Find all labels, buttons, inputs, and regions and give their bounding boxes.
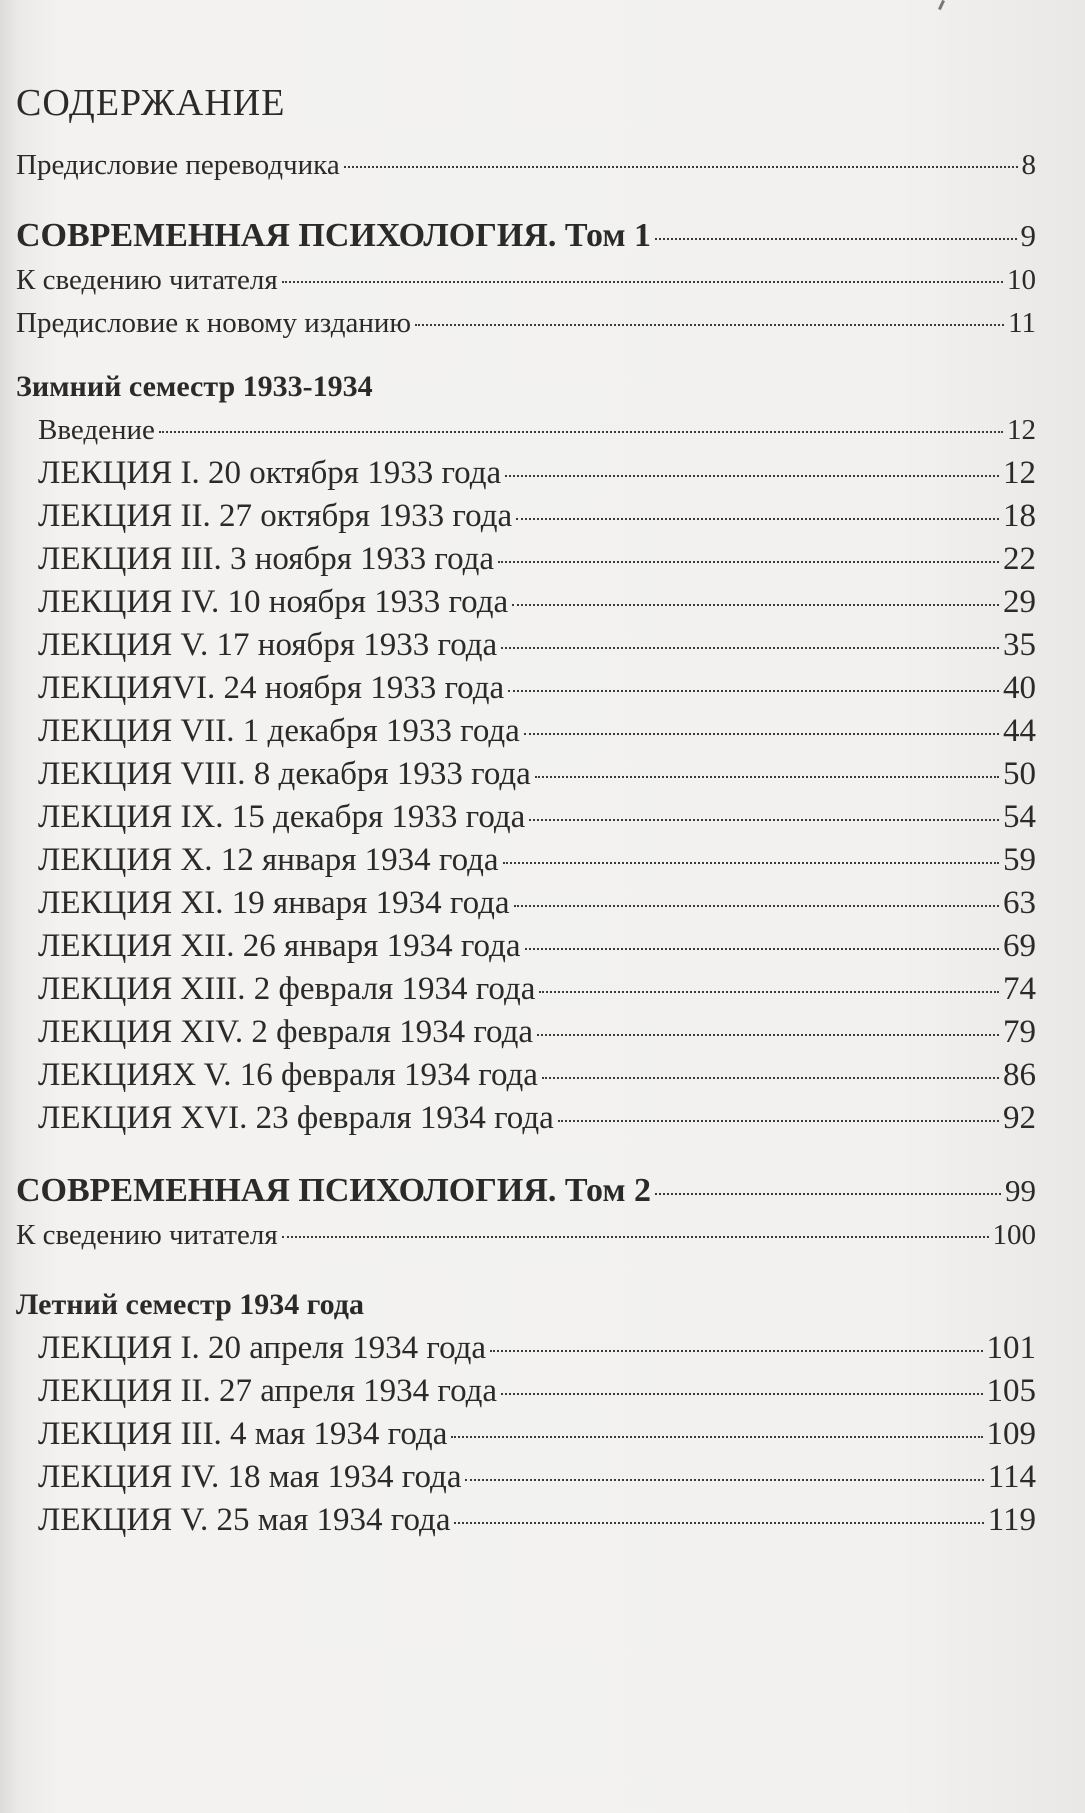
toc-entry-page: 114 <box>987 1459 1036 1495</box>
toc-entry-preface <box>16 144 1036 187</box>
toc-entry-lecture <box>16 1327 1036 1370</box>
dot-leader <box>514 905 999 907</box>
dot-leader <box>415 324 1004 326</box>
toc-entry-page: 35 <box>1003 627 1036 663</box>
toc-entry-label: ЛЕКЦИЯ X. 12 января 1934 года <box>38 842 499 878</box>
toc-entry-page: 100 <box>992 1219 1036 1251</box>
toc-entry-page: 63 <box>1003 885 1036 921</box>
dot-leader <box>525 948 999 950</box>
toc-entry-page: 18 <box>1003 498 1036 534</box>
toc-entry <box>16 1214 1036 1257</box>
dot-leader <box>529 819 999 821</box>
toc-entry-label: ЛЕКЦИЯ I. 20 октября 1933 года <box>38 455 502 491</box>
toc-entry-label: Предисловие к новому изданию <box>16 307 412 339</box>
toc-entry-label: ЛЕКЦИЯ XVI. 23 февраля 1934 года <box>38 1100 554 1136</box>
toc-entry-label: ЛЕКЦИЯX V. 16 февраля 1934 года <box>38 1057 538 1093</box>
toc-entry-lecture <box>16 882 1036 925</box>
toc-entry-lecture <box>16 1413 1036 1456</box>
toc-title: СОДЕРЖАНИЕ <box>16 82 286 124</box>
toc-entry-lecture <box>16 667 1036 710</box>
dot-leader <box>535 776 999 778</box>
dot-leader <box>505 475 999 477</box>
toc-entry-lecture <box>16 1097 1036 1140</box>
toc-entry-lecture <box>16 452 1036 495</box>
toc-part-volume-1 <box>16 213 1036 259</box>
dot-leader <box>512 604 999 606</box>
dot-leader <box>454 1522 983 1524</box>
dot-leader <box>524 733 999 735</box>
toc-entry-lecture <box>16 624 1036 667</box>
toc-entry <box>16 259 1036 302</box>
dot-leader <box>501 647 999 649</box>
toc-entry-page: 54 <box>1003 799 1036 835</box>
toc-entry-lecture <box>16 1011 1036 1054</box>
toc-entry-page: 8 <box>1021 149 1036 181</box>
toc-entry-lecture <box>16 538 1036 581</box>
toc-entry-lecture <box>16 925 1036 968</box>
toc-entry-label: Введение <box>38 414 155 446</box>
toc-part-label: СОВРЕМЕННАЯ ПСИХОЛОГИЯ. Том 1 <box>16 217 651 254</box>
toc-entry-label: ЛЕКЦИЯVI. 24 ноября 1933 года <box>38 670 505 706</box>
dot-leader <box>490 1350 982 1352</box>
dot-leader <box>537 1034 999 1036</box>
toc-entry-lecture <box>16 1054 1036 1097</box>
toc-entry-introduction <box>16 409 1036 452</box>
toc-entry-label: ЛЕКЦИЯ II. 27 апреля 1934 года <box>38 1373 498 1409</box>
toc-part-label: СОВРЕМЕННАЯ ПСИХОЛОГИЯ. Том 2 <box>16 1172 651 1209</box>
toc-entry-page: 105 <box>986 1373 1036 1409</box>
table-of-contents <box>16 78 1036 1542</box>
toc-entry-label: ЛЕКЦИЯ VIII. 8 декабря 1933 года <box>38 756 531 792</box>
toc-entry-page: 11 <box>1008 307 1036 339</box>
dot-leader <box>282 1236 989 1238</box>
toc-entry-page: 44 <box>1003 713 1036 749</box>
dot-leader <box>539 991 999 993</box>
toc-entry-page: 86 <box>1003 1057 1036 1093</box>
dot-leader <box>501 1393 982 1395</box>
dot-leader <box>159 431 1003 433</box>
toc-entry-lecture <box>16 968 1036 1011</box>
toc-entry-page: 101 <box>986 1330 1036 1366</box>
toc-entry-label: ЛЕКЦИЯ IX. 15 декабря 1933 года <box>38 799 526 835</box>
toc-entry-label: ЛЕКЦИЯ III. 3 ноября 1933 года <box>38 541 495 577</box>
toc-entry-lecture <box>16 1499 1036 1542</box>
toc-entry-page: 59 <box>1003 842 1036 878</box>
toc-part-page: 9 <box>1020 218 1036 253</box>
toc-entry <box>16 302 1036 345</box>
toc-entry-page: 12 <box>1003 455 1036 491</box>
toc-entry-label: ЛЕКЦИЯ I. 20 апреля 1934 года <box>38 1330 487 1366</box>
dot-leader <box>503 862 999 864</box>
toc-part-volume-2 <box>16 1168 1036 1214</box>
toc-entry-page: 79 <box>1003 1014 1036 1050</box>
dot-leader <box>282 281 1003 283</box>
toc-entry-page: 12 <box>1007 414 1036 446</box>
toc-entry-label: ЛЕКЦИЯ XI. 19 января 1934 года <box>38 885 510 921</box>
toc-entry-page: 92 <box>1003 1100 1036 1136</box>
winter-semester-heading: Зимний семестр 1933-1934 <box>16 370 373 403</box>
toc-entry-lecture <box>16 1370 1036 1413</box>
toc-entry-lecture <box>16 495 1036 538</box>
toc-entry-page: 50 <box>1003 756 1036 792</box>
dot-leader <box>655 238 1017 240</box>
toc-entry-lecture <box>16 581 1036 624</box>
dot-leader <box>508 690 999 692</box>
dot-leader <box>465 1479 983 1481</box>
toc-entry-page: 29 <box>1003 584 1036 620</box>
toc-entry-page: 109 <box>986 1416 1036 1452</box>
dot-leader <box>451 1436 982 1438</box>
toc-entry-page: 22 <box>1003 541 1036 577</box>
dot-leader <box>542 1077 999 1079</box>
dot-leader <box>498 561 999 563</box>
toc-entry-lecture <box>16 796 1036 839</box>
winter-lectures-list <box>16 452 1036 1140</box>
toc-entry-label: ЛЕКЦИЯ XIV. 2 февраля 1934 года <box>38 1014 534 1050</box>
toc-entry-label: ЛЕКЦИЯ IV. 18 мая 1934 года <box>38 1459 462 1495</box>
toc-entry-lecture <box>16 839 1036 882</box>
dot-leader <box>558 1120 999 1122</box>
toc-entry-label: ЛЕКЦИЯ III. 4 мая 1934 года <box>38 1416 448 1452</box>
page-corner-mark <box>938 0 945 10</box>
toc-entry-lecture <box>16 1456 1036 1499</box>
toc-entry-label: К сведению читателя <box>16 1219 278 1251</box>
dot-leader <box>516 518 999 520</box>
dot-leader <box>344 166 1018 168</box>
toc-entry-label: К сведению читателя <box>16 264 278 296</box>
toc-entry-label: ЛЕКЦИЯ IV. 10 ноября 1933 года <box>38 584 509 620</box>
toc-entry-label: ЛЕКЦИЯ XIII. 2 февраля 1934 года <box>38 971 536 1007</box>
dot-leader <box>655 1193 1001 1195</box>
summer-lectures-list <box>16 1327 1036 1542</box>
toc-entry-label: ЛЕКЦИЯ VII. 1 декабря 1933 года <box>38 713 520 749</box>
toc-entry-lecture <box>16 753 1036 796</box>
toc-entry-page: 74 <box>1003 971 1036 1007</box>
toc-entry-label: Предисловие переводчика <box>16 149 340 181</box>
toc-entry-lecture <box>16 710 1036 753</box>
toc-entry-label: ЛЕКЦИЯ II. 27 октября 1933 года <box>38 498 513 534</box>
toc-entry-label: ЛЕКЦИЯ XII. 26 января 1934 года <box>38 928 521 964</box>
summer-semester-heading: Летний семестр 1934 года <box>16 1288 364 1321</box>
toc-part-page: 99 <box>1005 1173 1036 1208</box>
toc-entry-page: 40 <box>1003 670 1036 706</box>
toc-entry-page: 69 <box>1003 928 1036 964</box>
toc-entry-label: ЛЕКЦИЯ V. 17 ноября 1933 года <box>38 627 498 663</box>
toc-entry-label: ЛЕКЦИЯ V. 25 мая 1934 года <box>38 1502 451 1538</box>
toc-entry-page: 10 <box>1007 264 1036 296</box>
toc-entry-page: 119 <box>987 1502 1036 1538</box>
